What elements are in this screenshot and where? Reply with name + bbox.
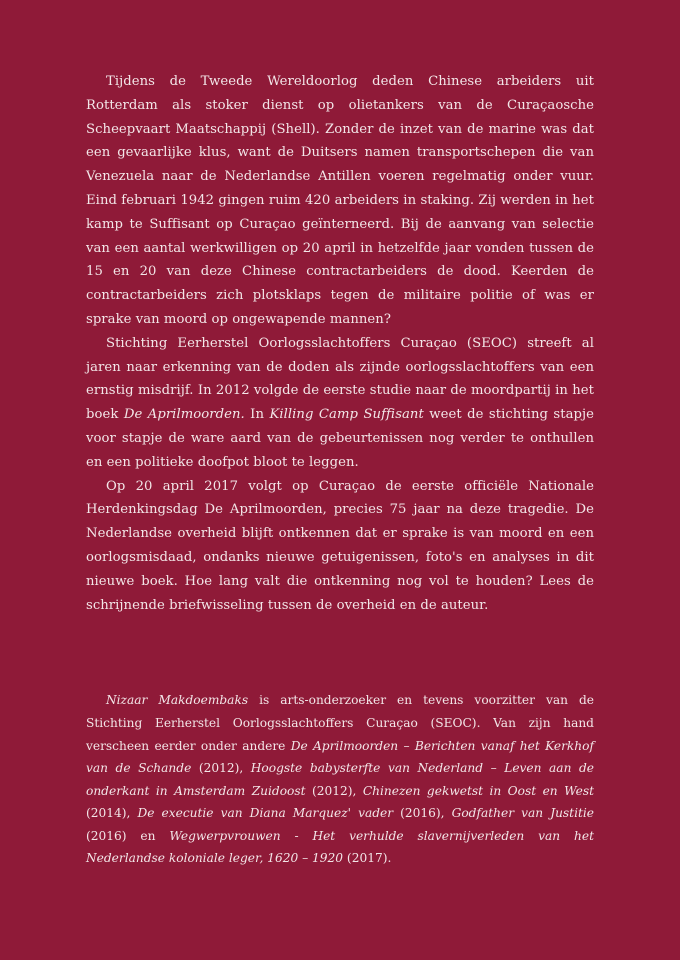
- author-bio: [86, 689, 594, 870]
- bio-text-5: (2016),: [393, 806, 452, 821]
- bio-book-6: Wegwerpvrouwen - Het verhulde slavernijverleden van het Nederlandse koloniale leger, 1620 – 1920: [86, 828, 594, 866]
- bio-text-2: (2012),: [191, 761, 251, 776]
- book-title-aprilmoorden: De Aprilmoorden.: [123, 407, 245, 423]
- bio-book-1: De Aprilmoorden – Berichten vanaf het Kerkhof van de Schande: [86, 738, 594, 776]
- blurb-p2-text-b: In: [244, 407, 270, 423]
- bio-book-2: Hoogste babysterfte van Nederland – Leven aan de onderkant in Amsterdam Zuidoost: [86, 761, 594, 798]
- author-name: Nizaar Makdoembaks: [106, 693, 249, 708]
- bio-text-1: is arts-onderzoeker en tevens voorzitter van de Stichting Eerherstel Oorlogsslachtoffers Curaçao (SEOC). Van zijn hand verscheen eerder onder andere: [86, 693, 594, 753]
- bio-text-4: (2014),: [86, 806, 138, 821]
- blurb-paragraph-1: Tijdens de Tweede Wereldoorlog deden Chinese arbeiders uit Rotterdam als stoker dienst op olietankers van de Curaçaosche Scheepvaart Maatschappij (Shell). Zonder de inzet van de marine was dat een gevaarlijke klus, want de Duitsers namen transportschepen die van Venezuela naar de Nederlandse Antillen voeren regelmatig onder vuur. Eind februari 1942 gingen ruim 420 arbeiders in staking. Zij werden in het kamp te Suffisant op Curaçao geïnterneerd. Bij de aanvang van selectie van een aantal werkwilligen op 20 april in hetzelfde jaar vonden tussen de 15 en 20 van deze Chinese contractarbeiders de dood. Keerden de contractarbeiders zich plotsklaps tegen de militaire politie of was er sprake van moord op ongewapende mannen?: [86, 74, 594, 327]
- blurb-paragraph-3: Op 20 april 2017 volgt op Curaçao de eerste officiële Nationale Herdenkingsdag De Aprilmoorden, precies 75 jaar na deze tragedie. De Nederlandse overheid blijft ontkennen dat er sprake is van moord en een oorlogsmisdaad, ondanks nieuwe getuigenissen, foto's en analyses in dit nieuwe boek. Hoe lang valt die ontkenning nog vol te houden? Lees de schrijnende briefwisseling tussen de overheid en de auteur.: [86, 478, 594, 613]
- blurb-p2-text-a: Stichting Eerherstel Oorlogsslachtoffers Curaçao (SEOC) streeft al jaren naar erkenning van de doden als zijnde oorlogsslachtoffers van een ernstig misdrijf. In 2012 volgde de eerste studie naar de moordpartij in het boek: [86, 335, 594, 423]
- blurb-p2-text-c: weet de stichting stapje voor stapje de ware aard van de gebeurtenissen nog verder te onthullen en een politieke doofpot bloot te leggen.: [86, 407, 594, 470]
- book-title-killing-camp: Killing Camp Suffisant: [269, 407, 424, 423]
- bio-text-7: (2017).: [343, 851, 392, 866]
- bio-text-3: (2012),: [305, 783, 363, 798]
- blurb-paragraph-2: [86, 332, 594, 475]
- bio-text-6: (2016) en: [86, 828, 170, 843]
- author-bio-paragraph: [86, 689, 594, 870]
- bio-book-4: De executie van Diana Marquez' vader: [137, 806, 394, 821]
- bio-book-3: Chinezen gekwetst in Oost en West: [362, 783, 595, 798]
- blurb: [86, 70, 594, 617]
- bio-book-5: Godfather van Justitie: [451, 806, 594, 821]
